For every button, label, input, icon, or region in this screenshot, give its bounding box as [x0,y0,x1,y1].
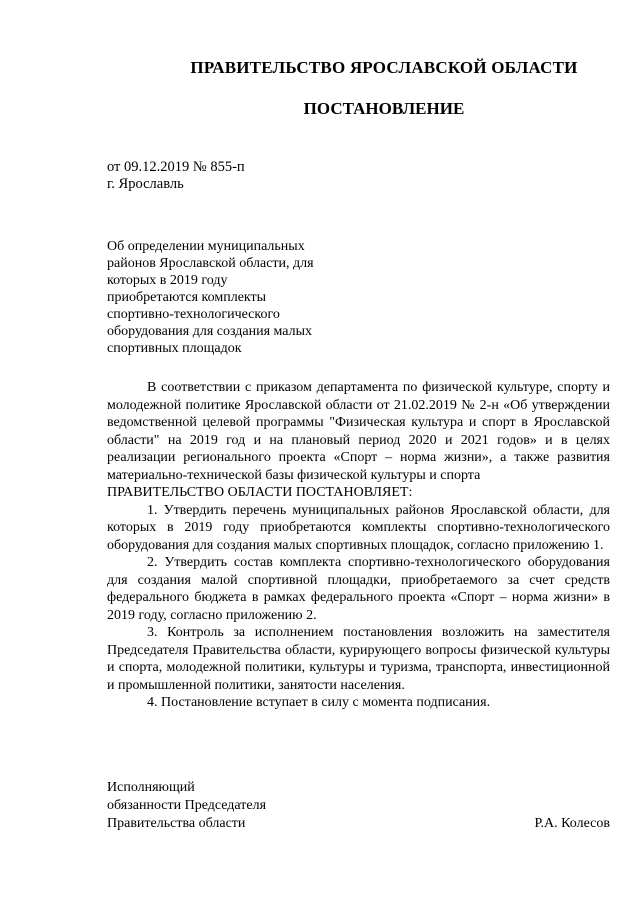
document-type: ПОСТАНОВЛЕНИЕ [303,99,465,118]
signer-title-line: Правительства области [107,816,246,831]
subject-line: районов Ярославской области, для [107,256,314,271]
signer-name: Р.А. Колесов [534,816,610,831]
government-title: ПРАВИТЕЛЬСТВО ЯРОСЛАВСКОЙ ОБЛАСТИ [190,58,578,77]
signer-title-line: Исполняющий [107,780,195,795]
subject-line: Об определении муниципальных [107,239,305,254]
item-paragraph: 2. Утвердить состав комплекта спортивно-технологического оборудования для создания малой спортивной площадки, приобретаемого за счет средств федерального бюджета в рамках федерального проекта «Спорт – норма жизни» в 2019 году, согласно приложению 2. [107,555,610,623]
item-paragraph: 3. Контроль за исполнением постановления возложить на заместителя Председателя Правительства области, курирующего вопросы физической культуры и спорта, молодежной политики, культуры и туризма, транспорта, инвестиционной и промышленной политики, занятости населения. [107,625,610,693]
subject-line: оборудования для создания малых [107,324,313,339]
city: г. Ярославль [107,176,184,192]
preamble-paragraph: В соответствии с приказом департамента по физической культуре, спорту и молодежной политике Ярославской области от 21.02.2019 № 2-н «Об утверждении ведомственной целевой программы "Физическая культура и спорт в Ярославской области" на 2019 год и на плановый период 2020 и 2021 годов» и в целях реализации регионального проекта «Спорт – норма жизни», а также развития материально-технической базы физической культуры и спорта [107,380,610,483]
document-body [107,379,610,712]
document-subject [107,238,347,357]
date-number: от 09.12.2019 № 855-п [107,159,245,175]
subject-line: спортивно-технологического [107,307,280,322]
item-paragraph: 4. Постановление вступает в силу с момента подписания. [147,695,491,710]
decree-line: ПРАВИТЕЛЬСТВО ОБЛАСТИ ПОСТАНОВЛЯЕТ: [107,485,413,500]
signature-row [107,815,610,833]
signer-title-line: обязанности Председателя [107,798,267,813]
subject-line: которых в 2019 году [107,273,228,288]
subject-line: спортивных площадок [107,341,242,356]
signature-block [107,779,610,833]
subject-line: приобретаются комплекты [107,290,267,305]
item-paragraph: 1. Утвердить перечень муниципальных районов Ярославской области, для которых в 2019 году приобретаются комплекты спортивно-технологического оборудования для создания малых спортивных площадок, согласно приложению 1. [107,502,610,553]
